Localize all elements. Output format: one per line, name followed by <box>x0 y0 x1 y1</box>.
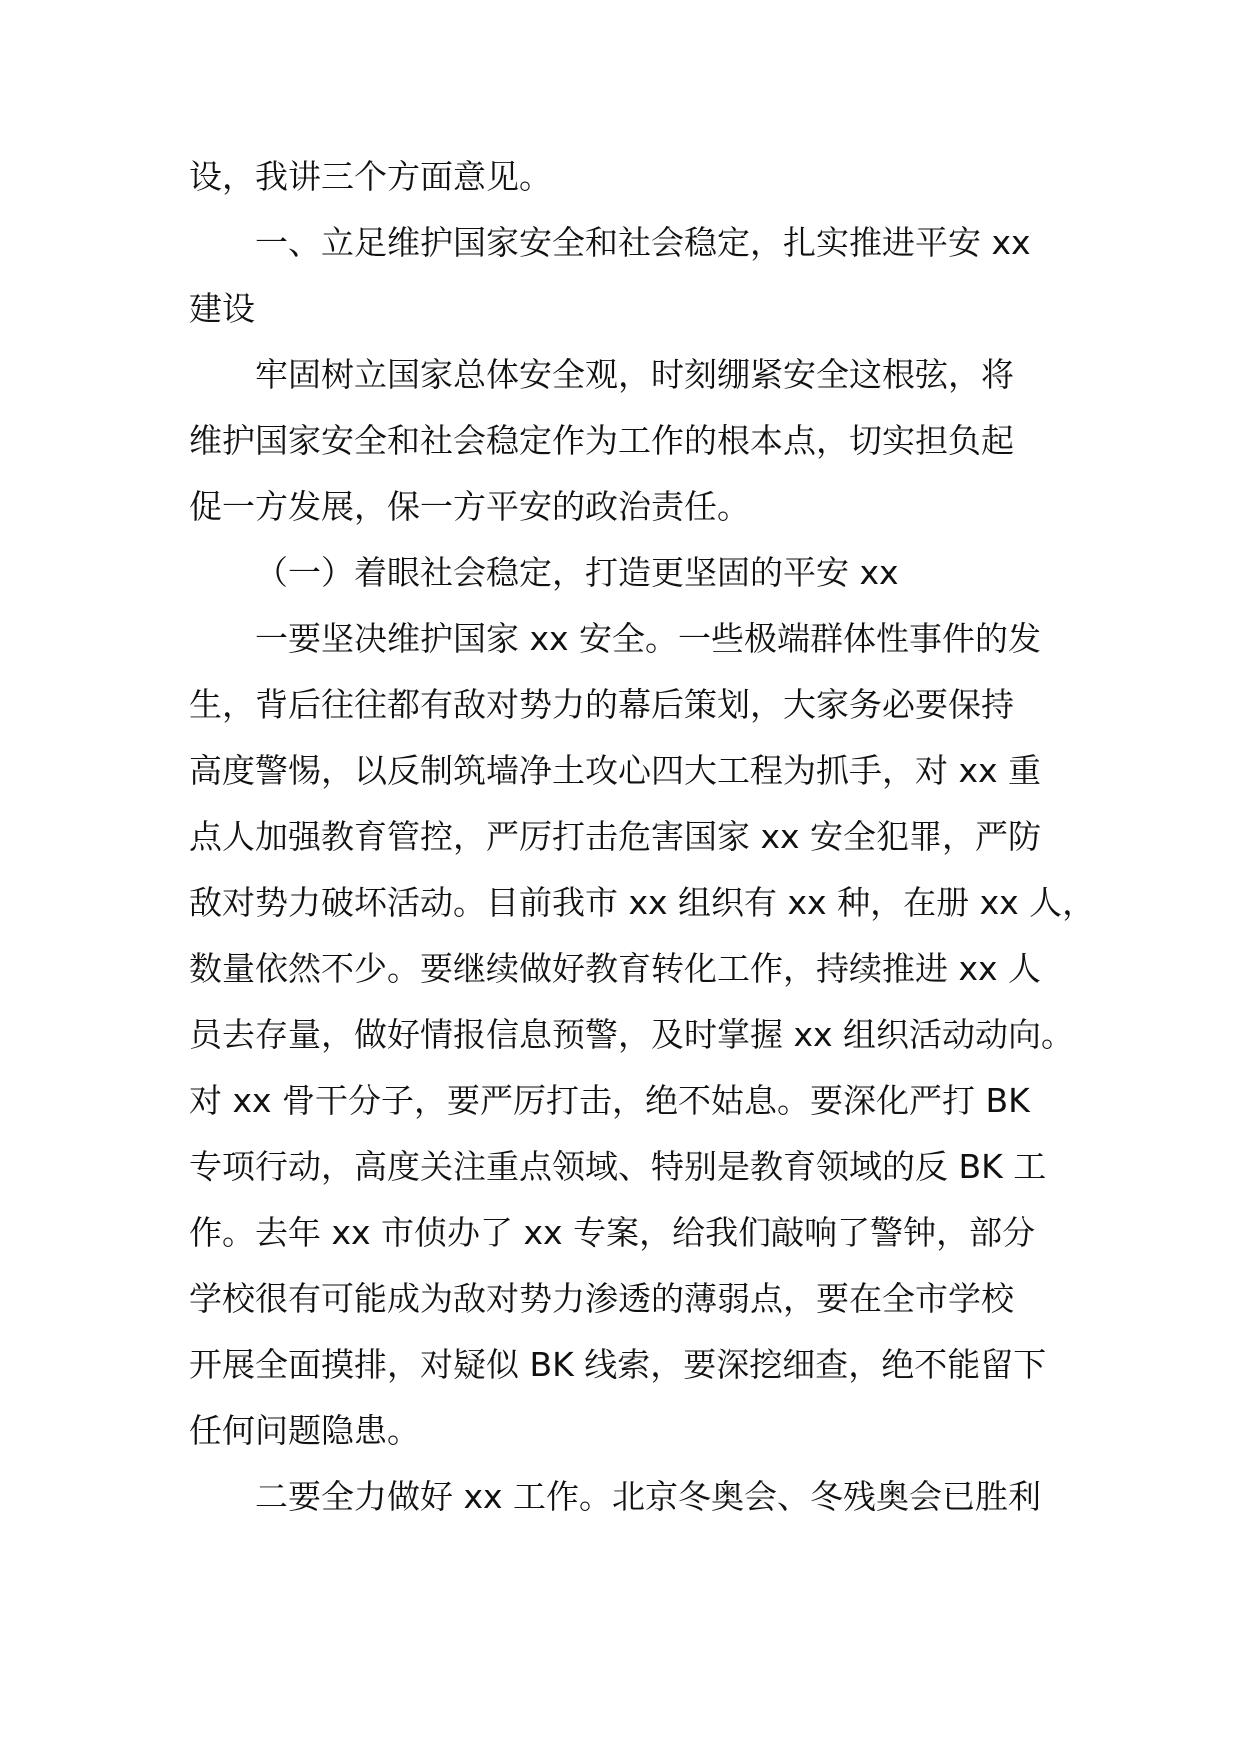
text-line: 作。去年 xx 市侦办了 xx 专案，给我们敲响了警钟，部分 <box>189 1213 1036 1252</box>
text-line: 生，背后往往都有敌对势力的幕后策划，大家务必要保持 <box>189 685 1014 724</box>
text-line: 点人加强教育管控，严厉打击危害国家 xx 安全犯罪，严防 <box>189 817 1042 856</box>
document-body <box>189 157 1099 1546</box>
text-line: 专项行动，高度关注重点领域、特别是教育领域的反 BK 工 <box>189 1147 1047 1186</box>
text-line: 二要全力做好 xx 工作。北京冬奥会、冬残奥会已胜利 <box>255 1477 1042 1516</box>
subsection-heading: （一）着眼社会稳定，打造更坚固的平安 xx <box>255 553 899 592</box>
text-line: 开展全面摸排，对疑似 BK 线索，要深挖细查，绝不能留下 <box>189 1345 1047 1384</box>
text-line: 牢固树立国家总体安全观，时刻绷紧安全这根弦，将 <box>255 355 1014 394</box>
text-line: 促一方发展，保一方平安的政治责任。 <box>189 487 750 526</box>
text-line: 高度警惕，以反制筑墙净土攻心四大工程为抓手，对 xx 重 <box>189 751 1042 790</box>
text-line: 任何问题隐患。 <box>189 1411 420 1450</box>
section-heading-continued: 建设 <box>189 289 255 328</box>
text-line: 数量依然不少。要继续做好教育转化工作，持续推进 xx 人 <box>189 949 1042 988</box>
text-line: 敌对势力破坏活动。目前我市 xx 组织有 xx 种，在册 xx 人， <box>189 883 1096 922</box>
text-line: 一要坚决维护国家 xx 安全。一些极端群体性事件的发 <box>255 619 1042 658</box>
text-line: 对 xx 骨干分子，要严厉打击，绝不姑息。要深化严打 BK <box>189 1081 1030 1120</box>
section-heading: 一、立足维护国家安全和社会稳定，扎实推进平安 xx <box>255 223 1031 262</box>
text-line: 维护国家安全和社会稳定作为工作的根本点，切实担负起 <box>189 421 1014 460</box>
text-line: 员去存量，做好情报信息预警，及时掌握 xx 组织活动动向。 <box>189 1015 1075 1054</box>
text-line: 学校很有可能成为敌对势力渗透的薄弱点，要在全市学校 <box>189 1279 1014 1318</box>
text-line: 设，我讲三个方面意见。 <box>189 157 552 196</box>
